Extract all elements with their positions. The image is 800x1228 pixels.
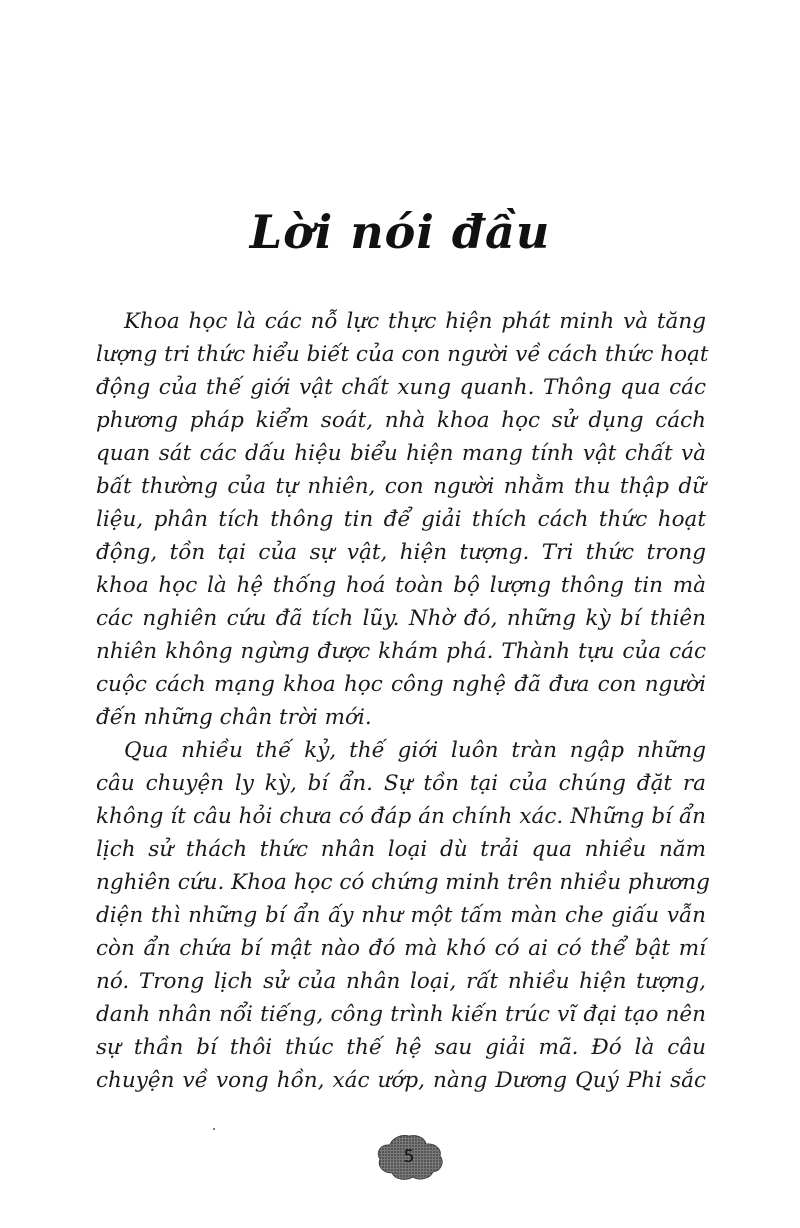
text-line: các nghiên cứu đã tích lũy. Nhờ đó, những kỳ bí thiên xyxy=(96,606,706,631)
text-line: liệu, phân tích thông tin để giải thích cách thức hoạt xyxy=(96,507,706,532)
text-line: cuộc cách mạng khoa học công nghệ đã đưa con người xyxy=(96,672,706,697)
text-line: quan sát các dấu hiệu biểu hiện mang tính vật chất và xyxy=(96,441,706,466)
text-line: câu chuyện ly kỳ, bí ẩn. Sự tồn tại của chúng đặt ra xyxy=(96,771,706,796)
text-line: khoa học là hệ thống hoá toàn bộ lượng thông tin mà xyxy=(96,573,706,598)
text-line: nó. Trong lịch sử của nhân loại, rất nhiều hiện tượng, xyxy=(96,969,706,994)
text-line: lịch sử thách thức nhân loại dù trải qua nhiều năm xyxy=(96,837,706,862)
text-line: Qua nhiều thế kỷ, thế giới luôn tràn ngập những xyxy=(124,738,706,763)
text-line: đến những chân trời mới. xyxy=(96,705,372,730)
text-line: diện thì những bí ẩn ấy như một tấm màn che giấu vẫn xyxy=(96,903,706,928)
text-line: sự thần bí thôi thúc thế hệ sau giải mã. Đó là câu xyxy=(96,1035,706,1060)
text-line: không ít câu hỏi chưa có đáp án chính xác. Những bí ẩn xyxy=(96,804,706,829)
text-line: động, tồn tại của sự vật, hiện tượng. Tri thức trong xyxy=(96,540,706,565)
text-line: nghiên cứu. Khoa học có chứng minh trên nhiều phương xyxy=(96,870,710,895)
text-line: lượng tri thức hiểu biết của con người về cách thức hoạt xyxy=(96,342,709,367)
text-line: còn ẩn chứa bí mật nào đó mà khó có ai có thể bật mí xyxy=(96,936,706,961)
ink-speck xyxy=(213,1128,215,1130)
text-line: chuyện về vong hồn, xác ướp, nàng Dương Quý Phi sắc xyxy=(96,1068,706,1093)
body-text xyxy=(96,305,710,1097)
page-number-badge xyxy=(373,1133,445,1181)
text-line: phương pháp kiểm soát, nhà khoa học sử dụng cách xyxy=(96,408,706,433)
text-line: bất thường của tự nhiên, con người nhằm thu thập dữ xyxy=(96,474,706,499)
page-title: Lời nói đầu xyxy=(249,205,551,259)
text-line: danh nhân nổi tiếng, công trình kiến trúc vĩ đại tạo nên xyxy=(96,1002,706,1027)
text-line: Khoa học là các nỗ lực thực hiện phát minh và tăng xyxy=(124,309,706,334)
page-number: 5 xyxy=(403,1147,415,1167)
text-line: động của thế giới vật chất xung quanh. Thông qua các xyxy=(96,375,706,400)
text-line: nhiên không ngừng được khám phá. Thành tựu của các xyxy=(96,639,706,664)
